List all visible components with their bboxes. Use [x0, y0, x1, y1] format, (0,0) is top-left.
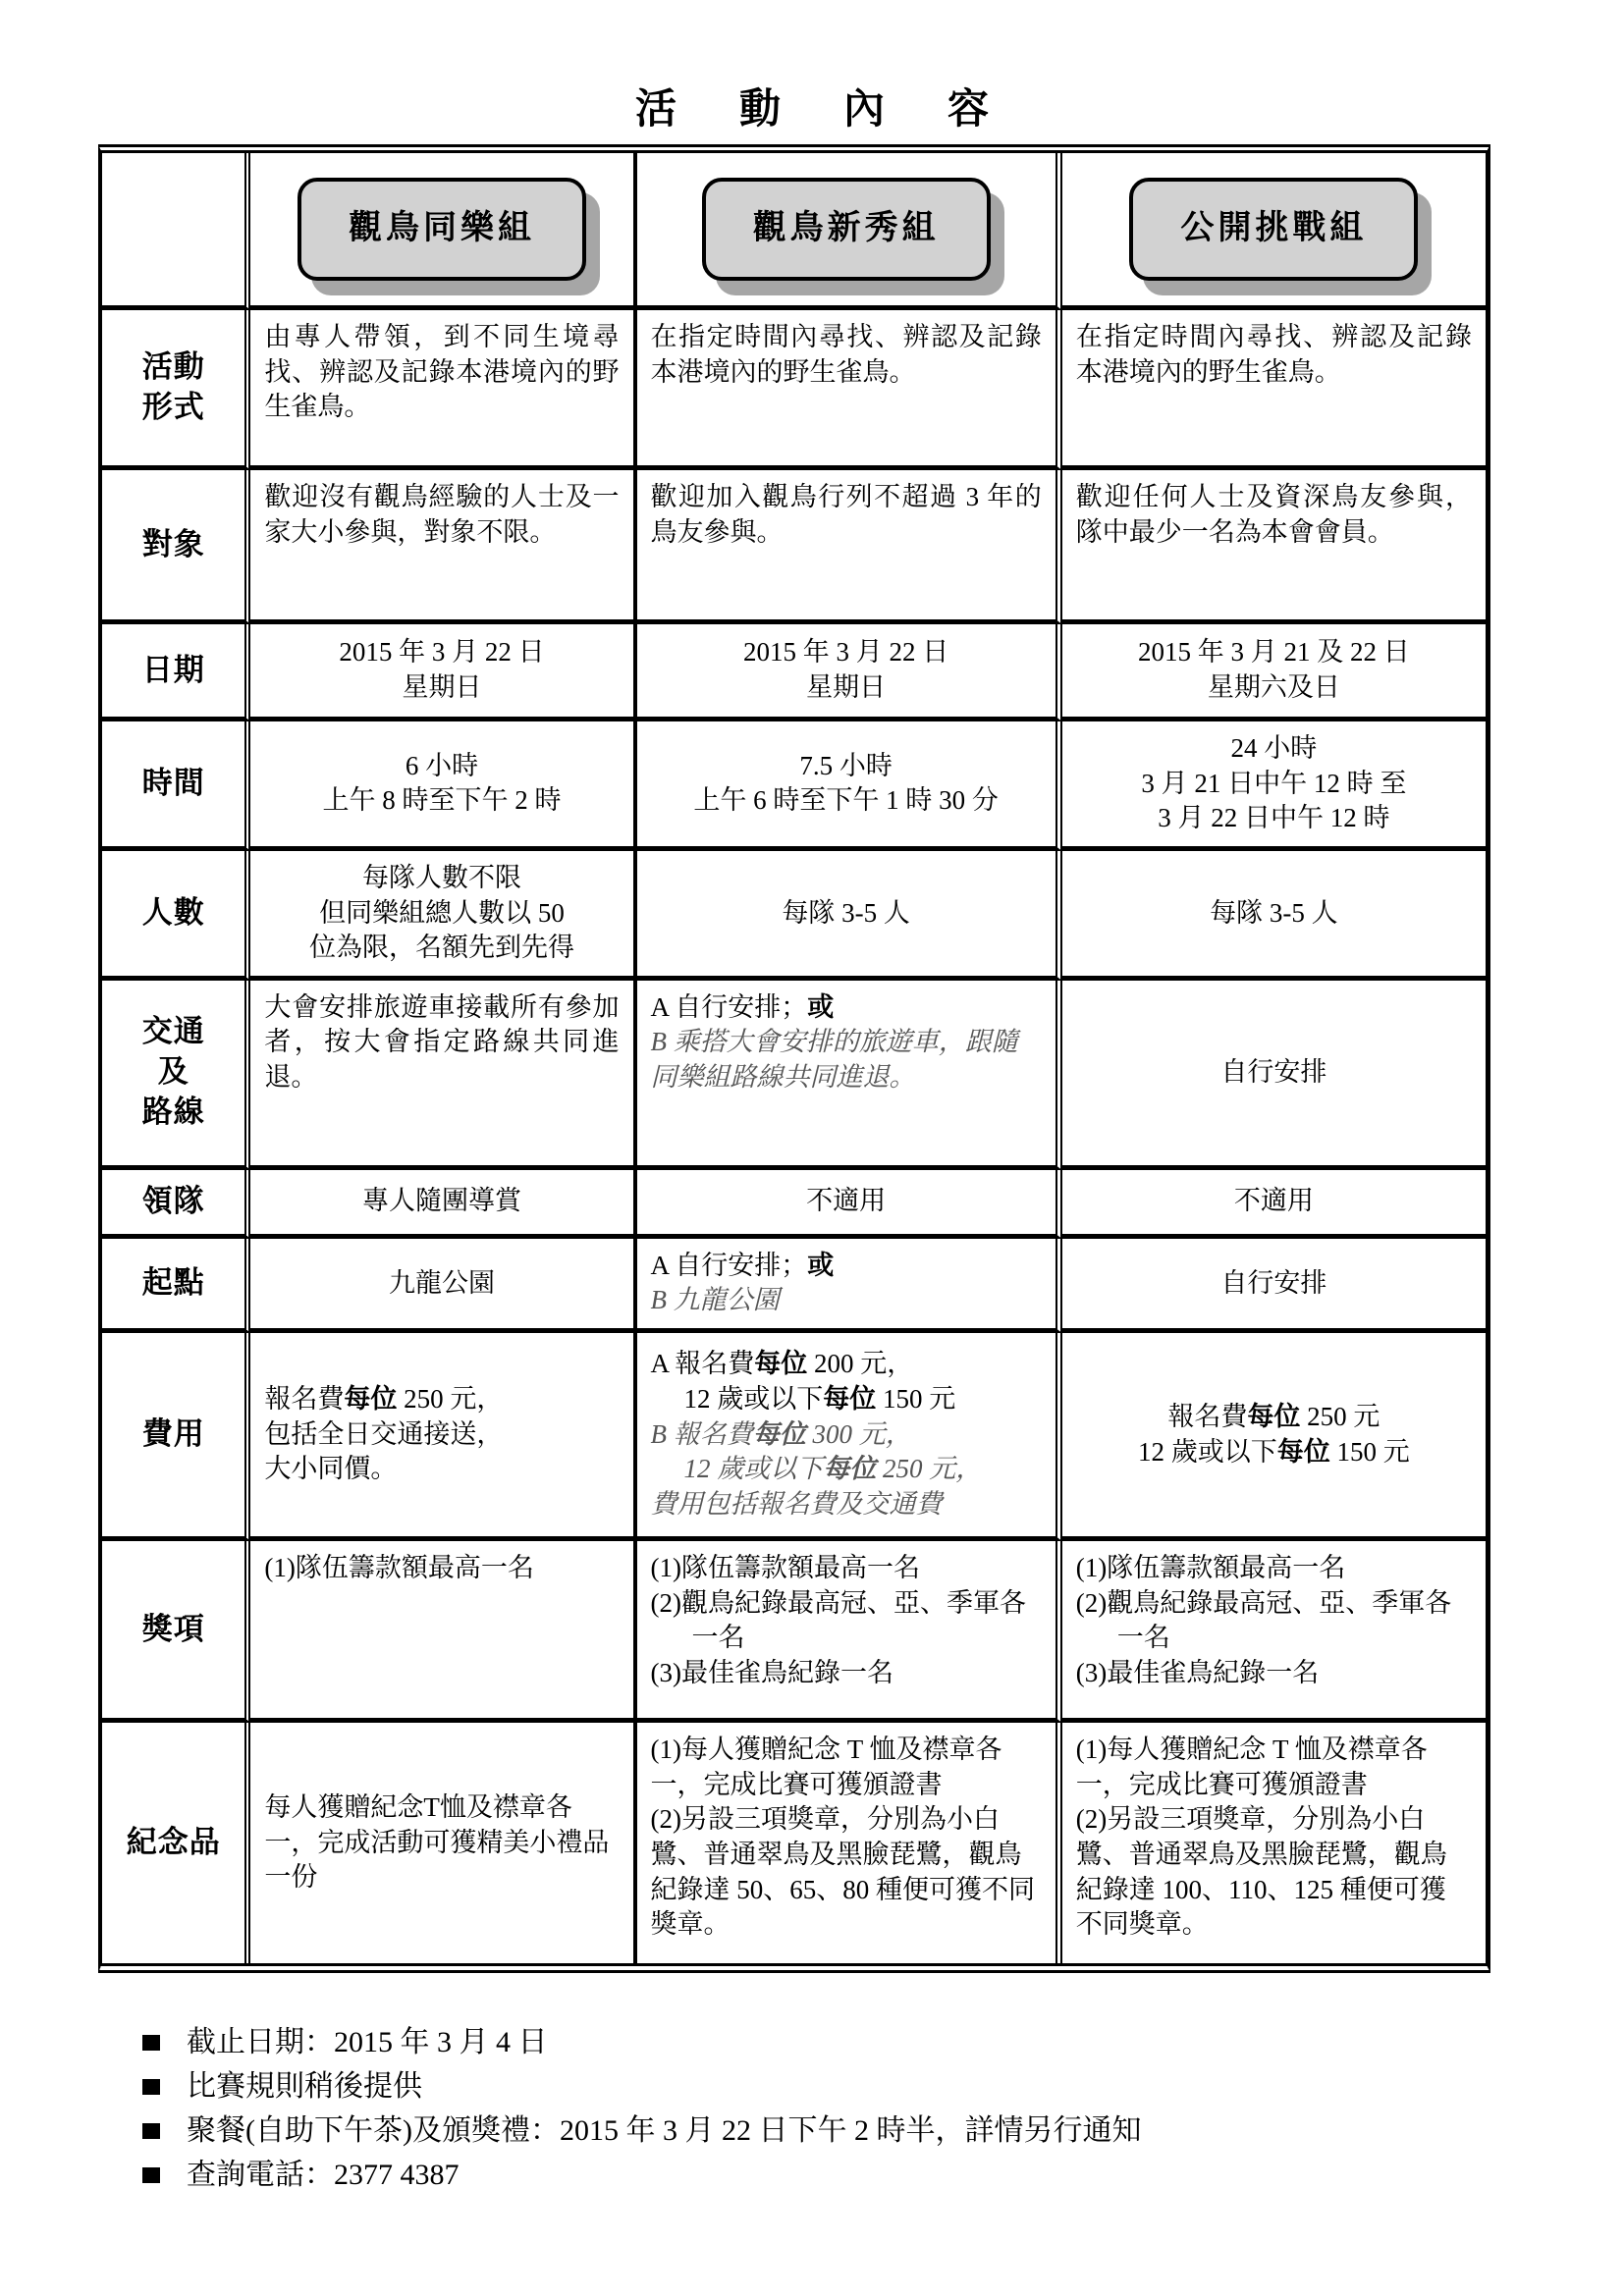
table-cell	[250, 1723, 636, 1963]
text-line	[651, 1802, 1042, 1943]
text-segment: 每位	[1247, 1401, 1301, 1431]
text-segment: (1)隊伍籌款額最高一名	[1075, 1553, 1346, 1582]
text-line	[1076, 1266, 1472, 1302]
corner-cell	[102, 153, 250, 310]
row-label	[102, 981, 250, 1170]
table-cell	[637, 721, 1062, 851]
text-line	[1076, 320, 1472, 390]
text-segment: 7.5 小時	[799, 750, 893, 780]
text-segment: 12 歲或以下	[1138, 1436, 1277, 1467]
table-cell	[637, 310, 1062, 470]
text-line	[264, 990, 619, 1095]
text-segment: (2)觀鳥紀錄最高冠、亞、季軍各一名	[1075, 1587, 1452, 1653]
footnote-text: 比賽規則稍後提供	[187, 2070, 422, 2103]
text-line	[1076, 1551, 1472, 1586]
text-segment: 3 月 22 日中午 12 時	[1158, 803, 1390, 833]
text-line	[651, 1382, 1042, 1417]
text-segment: 250 元	[1300, 1401, 1380, 1431]
table-cell	[250, 1239, 636, 1333]
row-label	[102, 1333, 250, 1541]
text-line	[651, 320, 1042, 390]
text-segment: 每位	[754, 1349, 808, 1379]
bullet-square-icon	[142, 2167, 160, 2183]
text-segment: 每位	[344, 1384, 398, 1415]
table-cell	[250, 981, 636, 1170]
text-line	[651, 1656, 1042, 1691]
group-badge: 公開挑戰組	[1129, 178, 1418, 281]
text-line	[264, 1551, 619, 1586]
text-line	[1076, 480, 1472, 550]
text-line	[1076, 1656, 1472, 1691]
table-cell	[637, 851, 1062, 981]
text-segment: 報名費	[264, 1384, 345, 1415]
table-cell	[250, 1170, 636, 1239]
text-line	[264, 783, 619, 819]
table-cell	[250, 624, 636, 721]
row-label	[102, 1239, 250, 1333]
table-cell	[1062, 1239, 1486, 1333]
text-line	[651, 990, 1042, 1026]
text-line	[1076, 1733, 1472, 1802]
text-line	[1076, 1184, 1472, 1219]
text-segment: 九龍公園	[388, 1267, 495, 1298]
table-cell	[1062, 310, 1486, 470]
text-segment: (2)觀鳥紀錄最高冠、亞、季軍各一名	[650, 1587, 1027, 1653]
text-segment: 上午 6 時至下午 1 時 30 分	[693, 785, 999, 816]
text-line	[264, 1184, 619, 1219]
text-segment: 上午 8 時至下午 2 時	[322, 785, 562, 816]
table-cell	[1062, 851, 1486, 981]
row-label-line: 活動	[141, 349, 205, 385]
text-line	[264, 1382, 619, 1417]
text-line	[651, 480, 1042, 550]
row-label-line: 日期	[141, 652, 205, 687]
text-segment: 150 元	[1329, 1436, 1410, 1467]
text-segment: A 報名費	[650, 1349, 755, 1379]
row-label-line: 紀念品	[126, 1825, 221, 1860]
text-line	[651, 896, 1042, 932]
text-line	[264, 670, 619, 706]
group-badge: 觀鳥同樂組	[298, 178, 586, 281]
text-segment: 24 小時	[1230, 733, 1318, 763]
text-segment: 不適用	[806, 1186, 887, 1216]
text-segment: 在指定時間內尋找、辨認及記錄本港境內的野生雀鳥。	[1075, 322, 1472, 387]
row-label	[102, 1541, 250, 1723]
text-segment: 150 元	[876, 1384, 956, 1415]
text-line	[651, 1417, 1042, 1453]
text-segment: 每隊 3-5 人	[782, 897, 910, 928]
table-cell	[1062, 470, 1486, 624]
text-line	[264, 861, 619, 896]
activity-table-wrap	[98, 144, 1490, 1973]
text-segment: 12 歲或以下	[683, 1384, 824, 1415]
footnote-item	[142, 2157, 1141, 2194]
text-segment: B 九龍公園	[650, 1285, 780, 1315]
table-row	[102, 981, 1486, 1170]
text-line	[651, 1347, 1042, 1382]
text-line	[651, 749, 1042, 784]
text-segment: (1)隊伍籌款額最高一名	[264, 1553, 534, 1582]
table-row	[102, 1541, 1486, 1723]
table-row	[102, 721, 1486, 851]
text-line	[1076, 1055, 1472, 1091]
bullet-square-icon	[142, 2035, 160, 2051]
text-segment: 星期六及日	[1207, 672, 1340, 702]
text-segment: 費用包括報名費及交通費	[650, 1488, 943, 1519]
footnote-item	[142, 2024, 1141, 2061]
table-row	[102, 624, 1486, 721]
table-cell	[250, 470, 636, 624]
table-cell	[637, 981, 1062, 1170]
text-segment: 每隊人數不限	[361, 862, 521, 892]
text-segment: 歡迎任何人士及資深鳥友參與，隊中最少一名為本會會員。	[1075, 482, 1472, 547]
bullet-square-icon	[142, 2123, 160, 2139]
text-line	[651, 1283, 1042, 1318]
text-segment: (2)另設三項獎章，分別為小白鷺、普通翠鳥及黑臉琵鷺，觀鳥紀錄達 50、65、80 種便可獲不同獎章。	[650, 1804, 1036, 1940]
text-segment: 報名費	[1167, 1401, 1248, 1431]
table-cell	[637, 624, 1062, 721]
text-line	[651, 1452, 1042, 1487]
text-segment: (3)最佳雀鳥紀錄一名	[650, 1657, 894, 1687]
table-cell	[250, 721, 636, 851]
text-segment: B 報名費	[650, 1418, 753, 1449]
table-cell	[250, 1541, 636, 1723]
table-cell	[637, 1333, 1062, 1541]
group-header-row	[102, 153, 1486, 310]
text-segment: 2015 年 3 月 22 日	[743, 637, 949, 667]
table-cell	[1062, 1723, 1486, 1963]
text-segment: 或	[807, 991, 835, 1022]
text-segment: 6 小時	[405, 750, 479, 780]
table-cell	[637, 470, 1062, 624]
row-label-line: 人數	[141, 894, 205, 930]
table-cell	[1062, 1170, 1486, 1239]
row-label-line: 時間	[141, 765, 205, 800]
footnotes-list	[142, 2024, 1141, 2201]
text-segment: 每隊 3-5 人	[1210, 897, 1338, 928]
text-line	[651, 1733, 1042, 1802]
text-line	[1076, 635, 1472, 670]
text-segment: 每人獲贈紀念T恤及襟章各一，完成活動可獲精美小禮品一份	[264, 1792, 610, 1893]
text-segment: 或	[807, 1250, 835, 1280]
text-segment: 250 元，	[876, 1454, 983, 1484]
text-segment: 不適用	[1233, 1186, 1314, 1216]
text-line	[651, 783, 1042, 819]
row-label	[102, 310, 250, 470]
footnote-item	[142, 2068, 1141, 2106]
row-label	[102, 1723, 250, 1963]
text-segment: 歡迎沒有觀鳥經驗的人士及一家大小參與，對象不限。	[264, 482, 620, 547]
activity-table-body	[102, 153, 1486, 1963]
text-segment: 在指定時間內尋找、辨認及記錄本港境內的野生雀鳥。	[650, 322, 1042, 387]
text-line	[264, 1452, 619, 1487]
text-segment: B 乘搭大會安排的旅遊車，跟隨同樂組路線共同進退。	[650, 1027, 1018, 1092]
text-line	[1076, 767, 1472, 802]
group-badge: 觀鳥新秀組	[702, 178, 991, 281]
text-segment: 300 元，	[805, 1418, 912, 1449]
row-label-line: 獎項	[141, 1611, 205, 1646]
text-segment: 包括全日交通接送，	[264, 1418, 504, 1449]
footnote-item	[142, 2112, 1141, 2150]
text-segment: (1)每人獲贈紀念 T 恤及襟章各一，完成比賽可獲頒證書	[1075, 1735, 1428, 1799]
text-segment: (1)隊伍籌款額最高一名	[650, 1553, 921, 1582]
table-row	[102, 1170, 1486, 1239]
text-line	[264, 1266, 619, 1302]
text-segment: 專人隨團導賞	[361, 1186, 521, 1216]
text-line	[651, 635, 1042, 670]
text-line	[651, 1249, 1042, 1284]
text-segment: 2015 年 3 月 22 日	[339, 637, 545, 667]
text-segment: A 自行安排；	[650, 991, 808, 1022]
row-label-line: 交通	[141, 1014, 205, 1049]
text-line	[264, 896, 619, 932]
text-line	[264, 1417, 619, 1453]
text-line	[1076, 1802, 1472, 1943]
text-line	[1076, 801, 1472, 836]
table-row	[102, 470, 1486, 624]
text-segment: 星期日	[806, 672, 887, 702]
table-cell	[637, 1541, 1062, 1723]
text-segment: 但同樂組總人數以 50	[319, 897, 565, 928]
table-cell	[250, 851, 636, 981]
text-line	[264, 931, 619, 966]
text-line	[651, 1586, 1042, 1656]
text-segment: 200 元，	[807, 1349, 914, 1379]
text-segment: 自行安排	[1220, 1056, 1327, 1087]
text-segment: 由專人帶領，到不同生境尋找、辨認及記錄本港境內的野生雀鳥。	[264, 322, 620, 422]
table-cell	[637, 1239, 1062, 1333]
text-line	[1076, 1400, 1472, 1435]
row-label	[102, 721, 250, 851]
row-label	[102, 624, 250, 721]
row-label-line: 費用	[141, 1416, 205, 1452]
text-line	[651, 1184, 1042, 1219]
text-line	[1076, 896, 1472, 932]
text-segment: 250 元，	[397, 1384, 504, 1415]
text-segment: (2)另設三項獎章，分別為小白鷺、普通翠鳥及黑臉琵鷺，觀鳥紀錄達 100、110、125 種便可獲不同獎章。	[1075, 1804, 1447, 1940]
table-row	[102, 1333, 1486, 1541]
text-line	[1076, 1435, 1472, 1470]
group-header-cell	[250, 153, 636, 310]
group-header-cell	[1062, 153, 1486, 310]
text-segment: 3 月 21 日中午 12 時 至	[1141, 768, 1407, 798]
row-label	[102, 851, 250, 981]
text-segment: 每位	[752, 1418, 806, 1449]
text-line	[264, 1790, 619, 1896]
text-segment: 位為限，名額先到先得	[308, 933, 574, 963]
text-line	[651, 1025, 1042, 1095]
text-segment: 2015 年 3 月 21 及 22 日	[1138, 637, 1410, 667]
text-segment: 每位	[1276, 1436, 1330, 1467]
row-label-line: 路線	[141, 1095, 205, 1130]
text-segment: 大小同價。	[264, 1454, 398, 1484]
table-cell	[1062, 624, 1486, 721]
table-row	[102, 851, 1486, 981]
text-segment: 自行安排	[1220, 1267, 1327, 1298]
text-segment: 每位	[823, 1384, 877, 1415]
text-line	[1076, 670, 1472, 706]
table-cell	[250, 310, 636, 470]
text-line	[651, 1487, 1042, 1522]
footnote-text: 截止日期：2015 年 3 月 4 日	[187, 2026, 548, 2058]
text-line	[264, 749, 619, 784]
text-line	[1076, 1586, 1472, 1656]
group-header-cell	[637, 153, 1062, 310]
table-cell	[1062, 721, 1486, 851]
activity-table	[98, 144, 1490, 1973]
text-line	[264, 480, 619, 550]
table-row	[102, 1239, 1486, 1333]
text-segment: (1)每人獲贈紀念 T 恤及襟章各一，完成比賽可獲頒證書	[650, 1735, 1002, 1799]
text-segment: 12 歲或以下	[683, 1454, 824, 1484]
text-segment: A 自行安排；	[650, 1250, 808, 1280]
row-label	[102, 1170, 250, 1239]
footnote-text: 查詢電話：2377 4387	[187, 2159, 460, 2191]
text-segment: (3)最佳雀鳥紀錄一名	[1075, 1657, 1320, 1687]
table-row	[102, 310, 1486, 470]
text-line	[651, 1551, 1042, 1586]
bullet-square-icon	[142, 2079, 160, 2095]
table-cell	[637, 1723, 1062, 1963]
row-label-line: 形式	[141, 390, 205, 424]
text-line	[1076, 731, 1472, 767]
text-segment: 大會安排旅遊車接載所有參加者，按大會指定路線共同進退。	[264, 991, 620, 1092]
footnote-text: 聚餐(自助下午茶)及頒獎禮：2015 年 3 月 22 日下午 2 時半，詳情另行通知	[187, 2114, 1142, 2147]
text-segment: 每位	[823, 1454, 877, 1484]
row-label-line: 及	[157, 1054, 189, 1090]
text-segment: 歡迎加入觀鳥行列不超過 3 年的鳥友參與。	[650, 482, 1042, 547]
table-cell	[250, 1333, 636, 1541]
row-label	[102, 470, 250, 624]
table-cell	[1062, 1541, 1486, 1723]
text-line	[651, 670, 1042, 706]
table-cell	[637, 1170, 1062, 1239]
row-label-line: 對象	[141, 526, 205, 561]
text-segment: 星期日	[402, 672, 482, 702]
row-label-line: 領隊	[141, 1183, 205, 1218]
row-label-line: 起點	[141, 1264, 205, 1300]
table-cell	[1062, 1333, 1486, 1541]
table-row	[102, 1723, 1486, 1963]
text-line	[264, 320, 619, 425]
table-cell	[1062, 981, 1486, 1170]
text-line	[264, 635, 619, 670]
page-title: 活動內容	[634, 87, 1052, 133]
